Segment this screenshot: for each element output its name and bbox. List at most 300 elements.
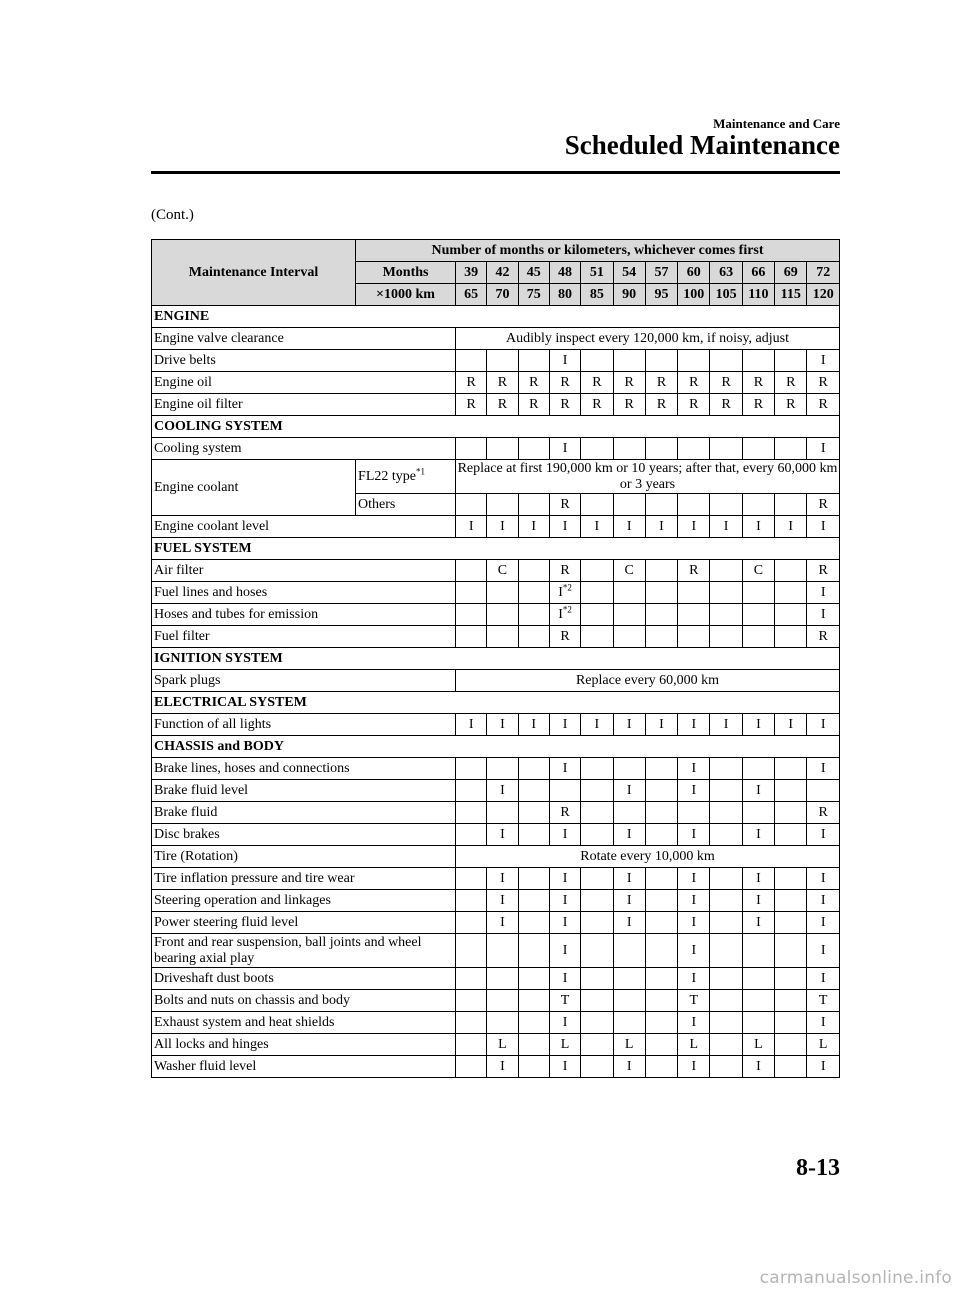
- schedule-cell: [613, 990, 645, 1012]
- schedule-cell: [549, 560, 580, 582]
- section-title: ELECTRICAL SYSTEM: [152, 692, 840, 714]
- item-label: Power steering fluid level: [152, 912, 456, 934]
- schedule-cell: [645, 714, 677, 736]
- schedule-mark: L: [560, 1036, 570, 1052]
- schedule-cell: [613, 516, 645, 538]
- schedule-mark: I: [659, 716, 664, 732]
- interval-note: Replace every 60,000 km: [456, 670, 840, 692]
- schedule-mark: I: [626, 782, 632, 798]
- schedule-mark: R: [656, 396, 667, 412]
- schedule-cell: [710, 968, 742, 990]
- item-label: Disc brakes: [152, 824, 456, 846]
- month-header: 39: [456, 262, 487, 284]
- schedule-cell: [645, 1012, 677, 1034]
- schedule-cell: [581, 1056, 613, 1078]
- schedule-cell: [613, 394, 645, 416]
- schedule-mark: I: [691, 870, 697, 886]
- table-row: [152, 626, 840, 648]
- interval-note: Rotate every 10,000 km: [456, 846, 840, 868]
- schedule-mark: I: [820, 518, 826, 534]
- schedule-cell: [456, 802, 487, 824]
- item-label: Spark plugs: [152, 670, 456, 692]
- item-label: All locks and hinges: [152, 1034, 456, 1056]
- item-label: Brake fluid level: [152, 780, 456, 802]
- schedule-cell: [613, 1034, 645, 1056]
- schedule-cell: [775, 868, 807, 890]
- schedule-mark: I: [626, 892, 632, 908]
- schedule-mark: I: [820, 1014, 826, 1030]
- schedule-mark: I: [756, 892, 761, 908]
- schedule-mark: I: [820, 1058, 826, 1074]
- schedule-cell: [710, 626, 742, 648]
- item-label: Bolts and nuts on chassis and body: [152, 990, 456, 1012]
- item-label: Function of all lights: [152, 714, 456, 736]
- schedule-cell: [456, 582, 487, 604]
- schedule-cell: [807, 350, 840, 372]
- schedule-cell: [742, 1012, 774, 1034]
- schedule-mark: I: [659, 518, 664, 534]
- schedule-cell: [549, 912, 580, 934]
- item-label: Cooling system: [152, 438, 456, 460]
- schedule-cell: [456, 604, 487, 626]
- coolant-other-label: Others: [356, 494, 456, 516]
- schedule-cell: [581, 494, 613, 516]
- schedule-mark: R: [818, 374, 828, 390]
- schedule-mark: I: [691, 782, 697, 798]
- schedule-mark: R: [624, 396, 634, 412]
- schedule-cell: [456, 890, 487, 912]
- schedule-mark: I: [500, 826, 505, 842]
- header-rule: [151, 171, 840, 174]
- item-label: Engine oil: [152, 372, 456, 394]
- schedule-cell: [518, 934, 549, 968]
- schedule-cell: [775, 582, 807, 604]
- schedule-mark: I: [562, 1014, 568, 1030]
- section-row: [152, 736, 840, 758]
- schedule-mark: I: [500, 892, 505, 908]
- schedule-cell: [710, 582, 742, 604]
- schedule-cell: [710, 1012, 742, 1034]
- schedule-cell: [645, 394, 677, 416]
- schedule-cell: [775, 890, 807, 912]
- schedule-cell: [742, 1034, 774, 1056]
- schedule-cell: [613, 912, 645, 934]
- schedule-cell: [742, 516, 774, 538]
- schedule-cell: [487, 780, 518, 802]
- schedule-cell: [775, 714, 807, 736]
- schedule-mark: I: [820, 716, 826, 732]
- schedule-mark: I: [500, 518, 505, 534]
- schedule-cell: [775, 780, 807, 802]
- schedule-cell: [487, 626, 518, 648]
- schedule-cell: [613, 1012, 645, 1034]
- table-row: [152, 890, 840, 912]
- schedule-cell: [613, 824, 645, 846]
- schedule-cell: [807, 868, 840, 890]
- schedule-mark: I: [594, 518, 600, 534]
- schedule-cell: [710, 372, 742, 394]
- schedule-cell: [775, 990, 807, 1012]
- schedule-cell: [456, 1012, 487, 1034]
- schedule-cell: [613, 1056, 645, 1078]
- schedule-cell: [645, 372, 677, 394]
- schedule-mark: I: [531, 518, 537, 534]
- schedule-cell: [487, 604, 518, 626]
- schedule-mark: R: [560, 562, 570, 578]
- schedule-cell: [775, 438, 807, 460]
- schedule-cell: [775, 1056, 807, 1078]
- schedule-cell: [678, 560, 710, 582]
- schedule-cell: [775, 934, 807, 968]
- item-label: Tire inflation pressure and tire wear: [152, 868, 456, 890]
- schedule-cell: [742, 372, 774, 394]
- schedule-mark: I: [691, 892, 697, 908]
- schedule-cell: [678, 912, 710, 934]
- schedule-cell: [613, 868, 645, 890]
- schedule-cell: [645, 758, 677, 780]
- schedule-cell: [807, 582, 840, 604]
- schedule-mark: I: [820, 942, 826, 958]
- schedule-cell: [678, 714, 710, 736]
- schedule-cell: [456, 990, 487, 1012]
- schedule-cell: [807, 912, 840, 934]
- coolant-type-text: FL22 type: [358, 468, 416, 484]
- schedule-cell: [678, 824, 710, 846]
- item-label: Air filter: [152, 560, 456, 582]
- schedule-cell: [710, 1056, 742, 1078]
- schedule-cell: [487, 802, 518, 824]
- schedule-cell: [581, 438, 613, 460]
- schedule-cell: [487, 1056, 518, 1078]
- schedule-mark: I: [820, 760, 826, 776]
- section-row: [152, 306, 840, 328]
- schedule-mark: I: [562, 716, 568, 732]
- table-row: [152, 846, 840, 868]
- schedule-cell: [487, 494, 518, 516]
- schedule-mark: I: [691, 826, 697, 842]
- schedule-cell: [518, 780, 549, 802]
- schedule-cell: [518, 394, 549, 416]
- schedule-mark: I: [820, 352, 826, 368]
- schedule-cell: [775, 604, 807, 626]
- schedule-cell: [678, 394, 710, 416]
- schedule-cell: [613, 934, 645, 968]
- schedule-cell: [456, 438, 487, 460]
- schedule-cell: [487, 350, 518, 372]
- schedule-cell: [549, 372, 580, 394]
- schedule-cell: [710, 714, 742, 736]
- schedule-cell: [487, 394, 518, 416]
- schedule-cell: [710, 934, 742, 968]
- schedule-mark: I: [500, 716, 505, 732]
- month-header: 69: [775, 262, 807, 284]
- schedule-cell: [742, 438, 774, 460]
- schedule-mark: I: [626, 716, 632, 732]
- schedule-cell: [456, 934, 487, 968]
- schedule-mark: I: [691, 1014, 697, 1030]
- schedule-mark: R: [689, 562, 699, 578]
- schedule-mark: I: [562, 942, 568, 958]
- schedule-cell: [456, 968, 487, 990]
- schedule-cell: [549, 438, 580, 460]
- schedule-cell: [549, 802, 580, 824]
- schedule-cell: [456, 1034, 487, 1056]
- schedule-cell: [742, 968, 774, 990]
- schedule-cell: [645, 1034, 677, 1056]
- schedule-mark: I: [500, 782, 505, 798]
- schedule-cell: [678, 802, 710, 824]
- schedule-cell: [487, 968, 518, 990]
- schedule-cell: [518, 438, 549, 460]
- km-header: 120: [807, 284, 840, 306]
- schedule-mark: T: [560, 992, 570, 1008]
- schedule-cell: [581, 626, 613, 648]
- schedule-cell: [487, 582, 518, 604]
- schedule-cell: [549, 626, 580, 648]
- schedule-mark: I: [562, 826, 568, 842]
- schedule-cell: [549, 604, 580, 626]
- item-label: Front and rear suspension, ball joints and wheel bearing axial play: [152, 934, 456, 968]
- item-label: Engine oil filter: [152, 394, 456, 416]
- section-title: FUEL SYSTEM: [152, 538, 840, 560]
- schedule-cell: [645, 494, 677, 516]
- schedule-cell: [487, 714, 518, 736]
- span-header: Number of months or kilometers, whichever comes first: [356, 240, 840, 262]
- schedule-cell: [645, 516, 677, 538]
- schedule-cell: R: [549, 494, 580, 516]
- interval-header: Maintenance Interval: [152, 240, 356, 306]
- schedule-cell: [775, 912, 807, 934]
- schedule-mark: I: [562, 870, 568, 886]
- item-label: Exhaust system and heat shields: [152, 1012, 456, 1034]
- schedule-cell: [807, 714, 840, 736]
- schedule-cell: [518, 968, 549, 990]
- table-row: [152, 1012, 840, 1034]
- km-header: 110: [742, 284, 774, 306]
- schedule-cell: [456, 780, 487, 802]
- schedule-cell: [613, 968, 645, 990]
- schedule-cell: [678, 1012, 710, 1034]
- schedule-cell: [581, 1012, 613, 1034]
- schedule-cell: [678, 758, 710, 780]
- schedule-cell: [678, 968, 710, 990]
- schedule-mark: I: [691, 1058, 697, 1074]
- schedule-cell: [518, 802, 549, 824]
- schedule-cell: [581, 868, 613, 890]
- schedule-cell: [710, 494, 742, 516]
- km-header: 90: [613, 284, 645, 306]
- schedule-mark: T: [689, 992, 699, 1008]
- schedule-cell: [742, 934, 774, 968]
- schedule-cell: [645, 990, 677, 1012]
- schedule-cell: [549, 1034, 580, 1056]
- item-label: Hoses and tubes for emission: [152, 604, 456, 626]
- schedule-mark: I: [562, 518, 568, 534]
- schedule-cell: [710, 868, 742, 890]
- schedule-cell: [581, 394, 613, 416]
- schedule-cell: [645, 824, 677, 846]
- schedule-cell: [487, 1012, 518, 1034]
- schedule-cell: [518, 758, 549, 780]
- schedule-cell: [613, 780, 645, 802]
- schedule-cell: [487, 560, 518, 582]
- schedule-mark: I: [531, 716, 537, 732]
- schedule-cell: [678, 934, 710, 968]
- table-row: [152, 460, 840, 494]
- schedule-cell: [645, 934, 677, 968]
- schedule-mark: I: [468, 518, 474, 534]
- schedule-mark: R: [592, 396, 602, 412]
- schedule-cell: [581, 780, 613, 802]
- schedule-cell: [518, 912, 549, 934]
- coolant-type-label: [356, 460, 456, 494]
- schedule-cell: [487, 516, 518, 538]
- schedule-mark: I: [820, 440, 826, 456]
- schedule-cell: [775, 626, 807, 648]
- schedule-cell: [487, 890, 518, 912]
- schedule-mark: R: [689, 396, 699, 412]
- schedule-mark: I: [500, 914, 505, 930]
- schedule-cell: [645, 968, 677, 990]
- schedule-mark: L: [818, 1036, 828, 1052]
- schedule-cell: [678, 372, 710, 394]
- schedule-mark: I: [756, 870, 761, 886]
- schedule-cell: [487, 372, 518, 394]
- section-title: ENGINE: [152, 306, 840, 328]
- footnote-marker: *2: [562, 603, 572, 614]
- schedule-cell: [807, 394, 840, 416]
- schedule-cell: [775, 1034, 807, 1056]
- schedule-cell: [775, 824, 807, 846]
- header-row-span: [152, 240, 840, 262]
- item-label: Drive belts: [152, 350, 456, 372]
- schedule-mark: C: [497, 562, 508, 578]
- table-row: [152, 758, 840, 780]
- schedule-cell: [581, 890, 613, 912]
- schedule-cell: [518, 868, 549, 890]
- page-title: Scheduled Maintenance: [564, 130, 840, 160]
- schedule-cell: [742, 350, 774, 372]
- schedule-cell: [742, 560, 774, 582]
- schedule-mark: L: [754, 1036, 763, 1052]
- table-row: [152, 824, 840, 846]
- month-header: 72: [807, 262, 840, 284]
- schedule-cell: [678, 604, 710, 626]
- table-row: [152, 934, 840, 968]
- schedule-cell: [518, 560, 549, 582]
- schedule-cell: [710, 758, 742, 780]
- schedule-cell: [613, 582, 645, 604]
- schedule-cell: [613, 758, 645, 780]
- schedule-cell: [613, 438, 645, 460]
- schedule-mark: I: [756, 826, 761, 842]
- table-row: [152, 438, 840, 460]
- schedule-cell: [581, 1034, 613, 1056]
- schedule-mark: I: [562, 440, 568, 456]
- schedule-cell: [807, 1034, 840, 1056]
- schedule-cell: [775, 560, 807, 582]
- schedule-cell: [678, 350, 710, 372]
- schedule-cell: [456, 516, 487, 538]
- schedule-mark: I: [691, 716, 697, 732]
- schedule-mark: I: [756, 1058, 761, 1074]
- schedule-mark: R: [721, 374, 731, 390]
- schedule-cell: [613, 890, 645, 912]
- schedule-mark: I: [723, 716, 729, 732]
- month-header: 63: [710, 262, 742, 284]
- schedule-cell: [518, 626, 549, 648]
- schedule-cell: [742, 582, 774, 604]
- schedule-cell: [807, 1012, 840, 1034]
- schedule-mark: I: [756, 518, 761, 534]
- schedule-mark: R: [786, 396, 796, 412]
- schedule-cell: [456, 394, 487, 416]
- schedule-cell: [742, 868, 774, 890]
- schedule-cell: [775, 758, 807, 780]
- schedule-mark: I: [820, 606, 826, 622]
- schedule-cell: [645, 350, 677, 372]
- section-row: [152, 538, 840, 560]
- item-label: Tire (Rotation): [152, 846, 456, 868]
- schedule-mark: I: [788, 518, 794, 534]
- schedule-cell: [807, 758, 840, 780]
- schedule-cell: [487, 824, 518, 846]
- month-header: 51: [581, 262, 613, 284]
- schedule-cell: [678, 1034, 710, 1056]
- schedule-cell: [678, 516, 710, 538]
- schedule-cell: [549, 582, 580, 604]
- schedule-cell: [581, 560, 613, 582]
- schedule-cell: [549, 758, 580, 780]
- section-row: [152, 416, 840, 438]
- schedule-cell: [710, 912, 742, 934]
- schedule-cell: [518, 604, 549, 626]
- schedule-cell: [549, 824, 580, 846]
- schedule-mark: I: [820, 870, 826, 886]
- schedule-cell: [549, 516, 580, 538]
- schedule-cell: [742, 1056, 774, 1078]
- schedule-cell: [518, 714, 549, 736]
- schedule-cell: [710, 1034, 742, 1056]
- schedule-mark: I: [562, 892, 568, 908]
- schedule-mark: I: [756, 782, 761, 798]
- item-label: Engine coolant: [152, 460, 356, 516]
- section-row: [152, 692, 840, 714]
- schedule-cell: [581, 582, 613, 604]
- schedule-cell: [456, 1056, 487, 1078]
- section-title: COOLING SYSTEM: [152, 416, 840, 438]
- watermark: carmanualsonline.info: [759, 1268, 952, 1288]
- table-row: [152, 394, 840, 416]
- schedule-cell: [710, 438, 742, 460]
- schedule-cell: [710, 824, 742, 846]
- schedule-cell: [456, 350, 487, 372]
- km-header: 75: [518, 284, 549, 306]
- schedule-cell: [775, 394, 807, 416]
- table-row: [152, 560, 840, 582]
- schedule-cell: [710, 780, 742, 802]
- schedule-cell: [456, 758, 487, 780]
- interval-note: Audibly inspect every 120,000 km, if noisy, adjust: [456, 328, 840, 350]
- schedule-mark: L: [498, 1036, 507, 1052]
- schedule-cell: [742, 714, 774, 736]
- schedule-mark: I: [562, 914, 568, 930]
- schedule-cell: [518, 516, 549, 538]
- schedule-cell: [518, 1056, 549, 1078]
- schedule-cell: [518, 824, 549, 846]
- schedule-cell: [645, 890, 677, 912]
- schedule-cell: [549, 780, 580, 802]
